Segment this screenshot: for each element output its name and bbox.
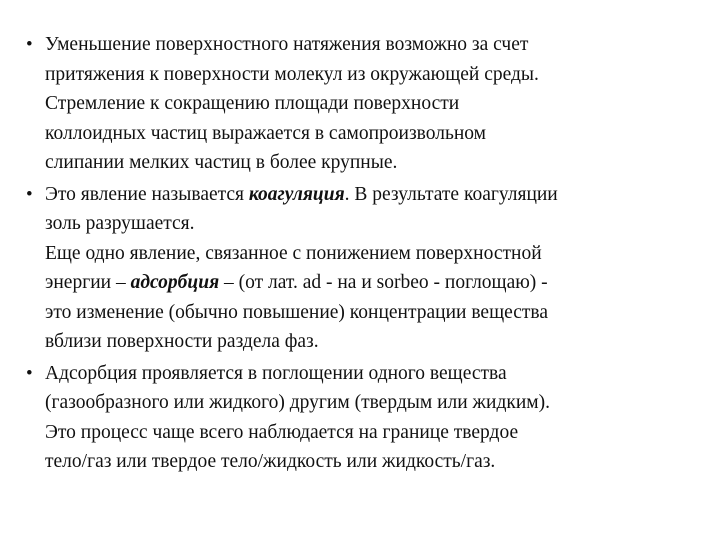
text-fragment: энергии – [45, 272, 131, 293]
text-line: это изменение (обычно повышение) концентрации вещества [45, 301, 549, 323]
text-line: притяжения к поверхности молекул из окружающей среды. [45, 63, 539, 85]
bullet-icon: • [26, 183, 33, 205]
text-line: Еще одно явление, связанное с понижением поверхностной [45, 242, 542, 264]
text-line: коллоидных частиц выражается в самопроизвольном [45, 122, 486, 144]
bullet-item-2 [26, 180, 698, 357]
text-fragment: Это явление называется [45, 183, 249, 205]
text-line: тело/газ или твердое тело/жидкость или жидкость/газ. [45, 451, 496, 472]
text-line: Уменьшение поверхностного натяжения возможно за счет [45, 34, 529, 55]
term-adsorption: адсорбция [130, 272, 220, 293]
text-fragment: . В результате коагуляции [344, 183, 558, 205]
bullet-item-1 [26, 30, 698, 178]
text-line [45, 180, 698, 210]
text-fragment: – (от лат. ad - на и sorbeo - поглощаю) - [219, 272, 548, 293]
text-line [45, 268, 698, 298]
bullet-icon: • [26, 34, 33, 55]
bullet-list [26, 30, 698, 479]
text-line: (газообразного или жидкого) другим (твердым или жидким). [45, 392, 550, 413]
text-line: Стремление к сокращению площади поверхности [45, 93, 460, 114]
text-line: слипании мелких частиц в более крупные. [45, 152, 398, 173]
text-line: Адсорбция проявляется в поглощении одного вещества [45, 362, 507, 384]
term-coagulation: коагуляция [248, 183, 345, 205]
text-line: золь разрушается. [45, 213, 195, 234]
bullet-item-3 [26, 359, 698, 477]
text-line: Это процесс чаще всего наблюдается на границе твердое [45, 421, 519, 443]
text-line: вблизи поверхности раздела фаз. [45, 331, 319, 352]
bullet-icon: • [26, 362, 33, 384]
